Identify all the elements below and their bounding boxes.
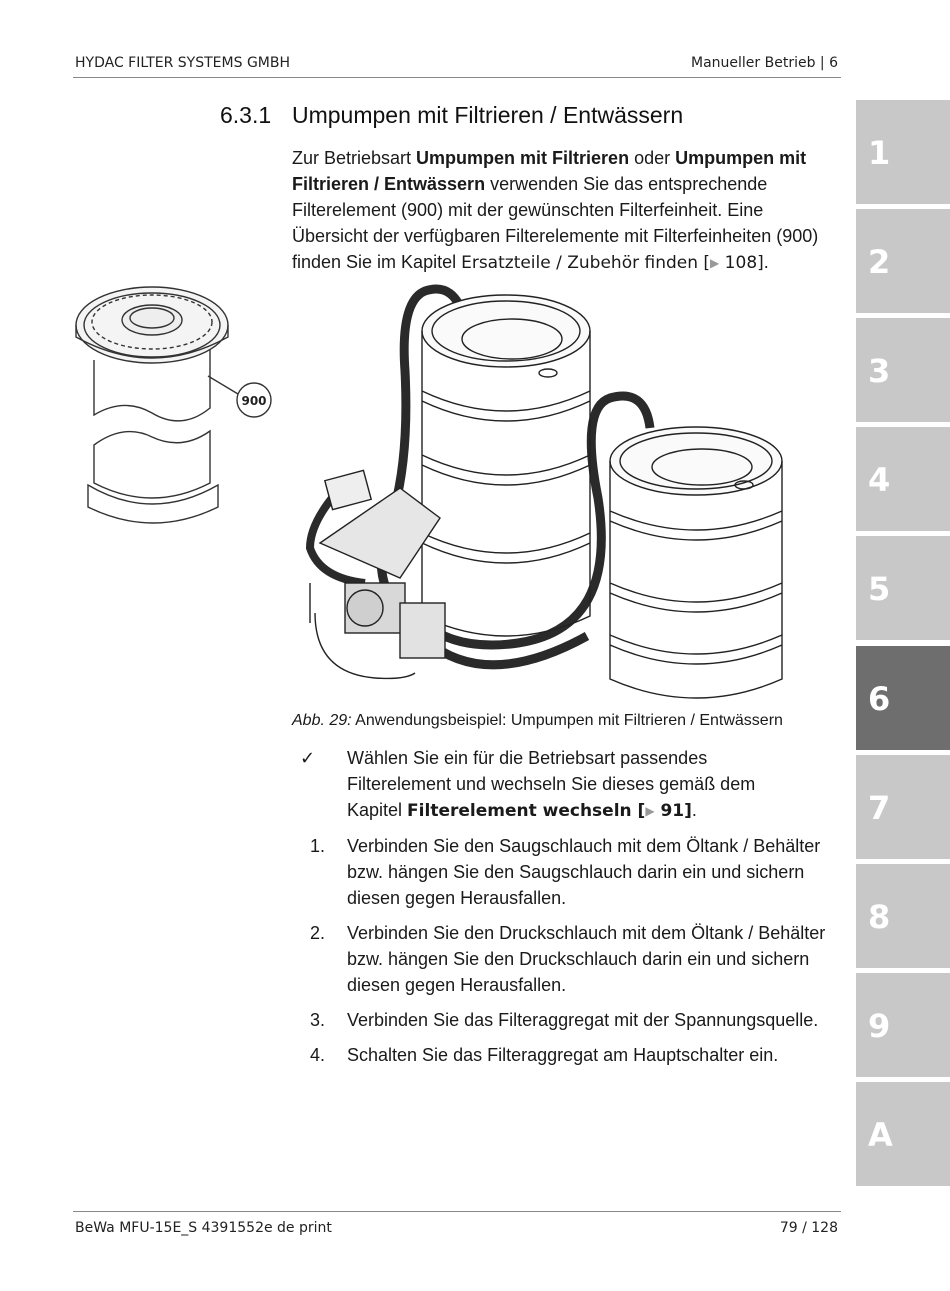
section-heading [220, 102, 683, 129]
list-item: 2. Verbinden Sie den Druckschlauch mit dem Öltank / Behälter bzw. hängen Sie den Druckschlauch darin ein und sichern diesen gegen Herausfallen. [310, 923, 826, 995]
header-chapter: Manueller Betrieb | 6 [691, 55, 838, 71]
footer-rule [73, 1211, 841, 1212]
header-rule [73, 77, 841, 78]
arrow-right-icon: ▶ [645, 804, 655, 818]
tab-chapter-8[interactable]: 8 [856, 864, 950, 968]
header-company: HYDAC FILTER SYSTEMS GMBH [75, 55, 290, 71]
link-spare-parts[interactable]: Ersatzteile / Zubehör finden [▶ 108] [461, 253, 764, 273]
tab-chapter-a[interactable]: A [856, 1082, 950, 1186]
list-item: 4. Schalten Sie das Filteraggregat am Hauptschalter ein. [310, 1045, 779, 1065]
list-item: 1. Verbinden Sie den Saugschlauch mit dem Öltank / Behälter bzw. hängen Sie den Saugschlauch darin ein und sichern diesen gegen Herausfallen. [310, 836, 821, 908]
arrow-right-icon: ▶ [710, 256, 720, 270]
tab-chapter-6[interactable]: 6 [856, 646, 950, 750]
section-title: Umpumpen mit Filtrieren / Entwässern [292, 102, 684, 128]
list-item: 3. Verbinden Sie das Filteraggregat mit der Spannungsquelle. [310, 1010, 819, 1030]
filter-element-illustration [70, 280, 280, 540]
steps-list [300, 833, 840, 1077]
figure-caption: Abb. 29: Anwendungsbeispiel: Umpumpen mit Filtrieren / Entwässern [292, 712, 783, 729]
link-filter-element[interactable]: Filterelement wechseln [▶ 91] [407, 801, 692, 821]
tab-chapter-1[interactable]: 1 [856, 100, 950, 204]
tab-chapter-9[interactable]: 9 [856, 973, 950, 1077]
footer-page-number: 79 / 128 [779, 1220, 838, 1236]
checkmark-icon: ✓ [300, 748, 316, 768]
drums-pump-illustration [290, 283, 790, 703]
section-number: 6.3.1 [220, 102, 272, 128]
tab-chapter-2[interactable]: 2 [856, 209, 950, 313]
check-item: ✓ Wählen Sie ein für die Betriebsart passendes Filterelement und wechseln Sie dieses gemäß dem Kapitel Filterelement wechseln [▶ 91]. [300, 745, 780, 824]
tab-chapter-7[interactable]: 7 [856, 755, 950, 859]
footer-document-id: BeWa MFU-15E_S 4391552e de print [75, 1220, 332, 1236]
intro-paragraph: Zur Betriebsart Umpumpen mit Filtrieren oder Umpumpen mit Filtrieren / Entwässern verwenden Sie das entsprechende Filterelement (900) mit der gewünschten Filterfeinheit. Eine Übersicht der verfügbaren Filterelemente mit Filterfeinheiten (900) finden Sie im Kapitel Ersatzteile / Zubehör finden [▶ 108]. [292, 148, 819, 273]
tab-chapter-4[interactable]: 4 [856, 427, 950, 531]
callout-900: 900 [241, 394, 267, 408]
tab-chapter-3[interactable]: 3 [856, 318, 950, 422]
tab-chapter-5[interactable]: 5 [856, 536, 950, 640]
